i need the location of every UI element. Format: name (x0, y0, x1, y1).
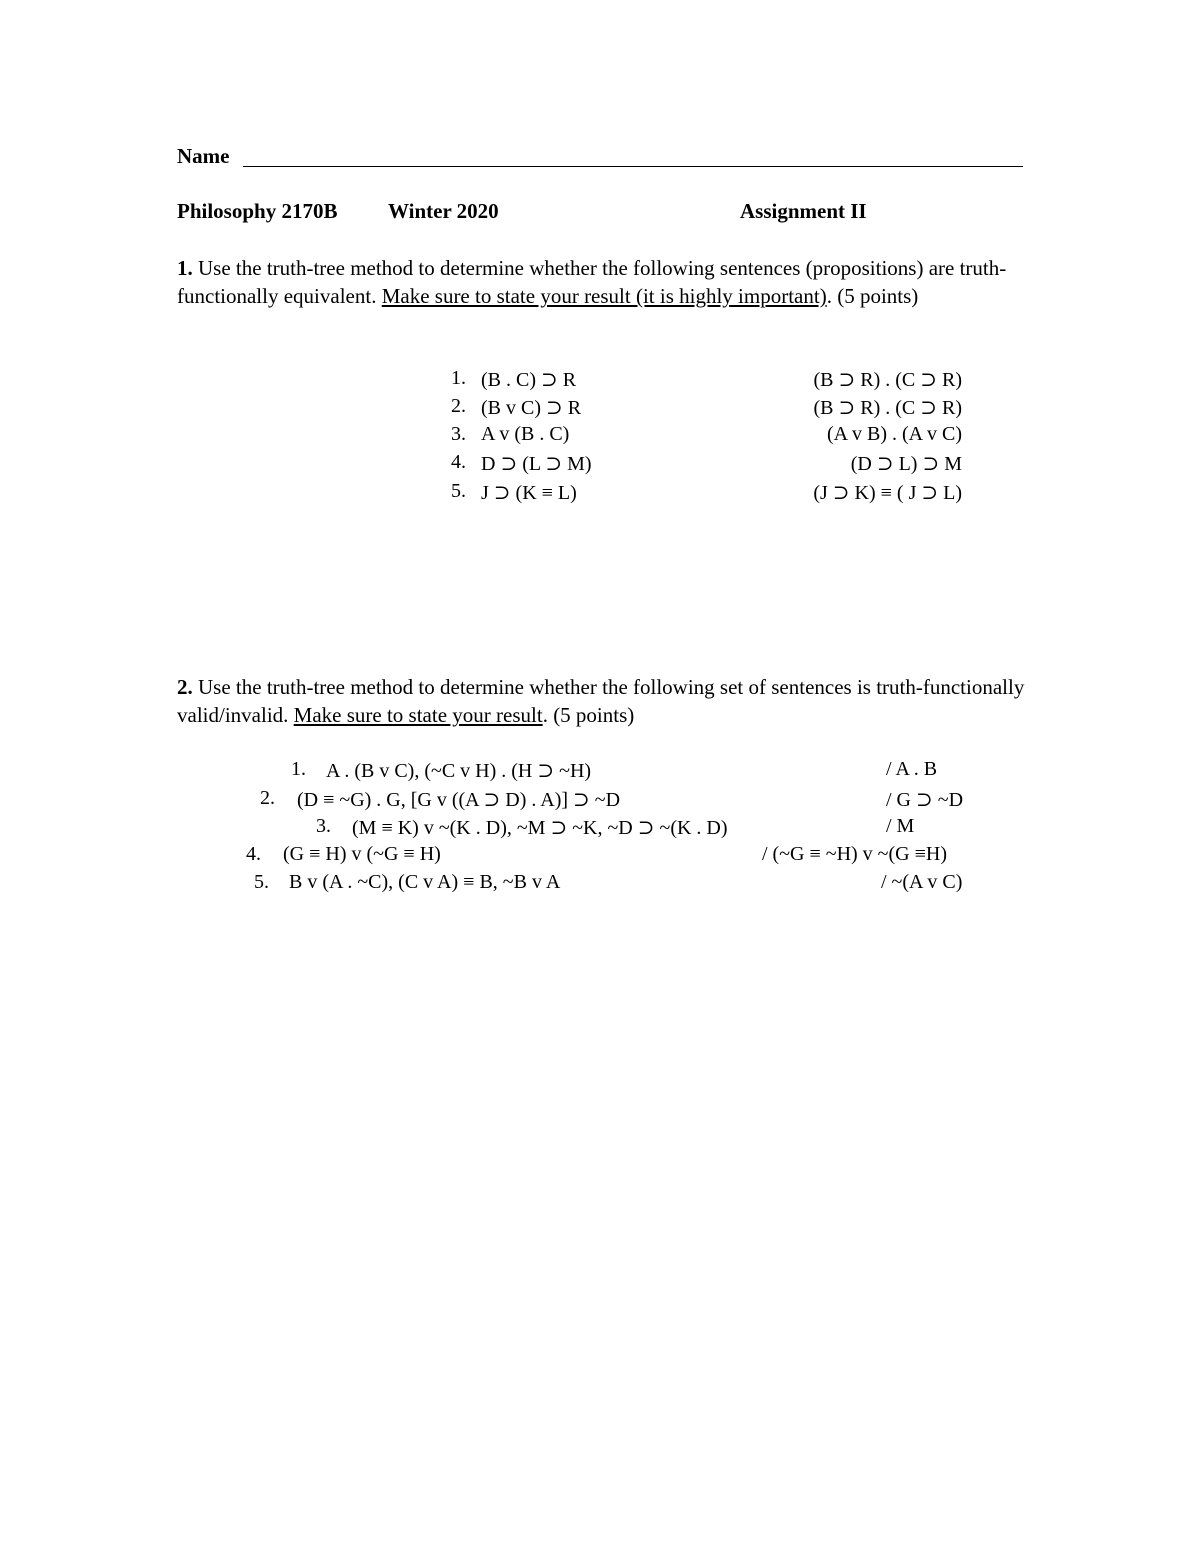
q1-item-right: (A v B) . (A v C) (827, 423, 962, 445)
q2-item-right: / G ⊃ ~D (886, 789, 964, 811)
question-1-text: Use the truth-tree method to determine whether the following sentences (propositions) are truth-functionally equivalent. (177, 256, 1007, 308)
question-2-instructions (177, 673, 1027, 729)
q2-item-number: 1. (291, 758, 306, 780)
q1-item-left: J ⊃ (K ≡ L) (481, 482, 577, 504)
q1-item-right: (J ⊃ K) ≡ ( J ⊃ L) (813, 482, 962, 504)
question-2-points: . (5 points) (542, 703, 635, 727)
q1-item-number: 2. (451, 395, 466, 417)
question-1-points: . (5 points) (826, 284, 919, 308)
q1-item-number: 3. (451, 423, 466, 445)
q2-item-number: 2. (260, 787, 275, 809)
q1-item-number: 5. (451, 480, 466, 502)
name-field-row (177, 144, 1023, 170)
term-title: Winter 2020 (388, 199, 499, 223)
q2-item-number: 3. (316, 815, 331, 837)
q1-item-left: A v (B . C) (481, 423, 570, 445)
name-blank-line (243, 166, 1023, 167)
question-2-number: 2. (177, 675, 193, 699)
q1-item-right: (B ⊃ R) . (C ⊃ R) (813, 397, 962, 419)
q1-item-number: 4. (451, 451, 466, 473)
q1-item-left: (B . C) ⊃ R (481, 369, 577, 391)
q2-item-right: / M (886, 815, 915, 837)
q2-item-left: A . (B v C), (~C v H) . (H ⊃ ~H) (326, 760, 592, 782)
q2-item-number: 5. (254, 871, 269, 893)
course-title: Philosophy 2170B (177, 199, 338, 223)
question-1-emphasis: Make sure to state your result (it is highly important) (381, 284, 827, 308)
q2-item-left: (D ≡ ~G) . G, [G v ((A ⊃ D) . A)] ⊃ ~D (297, 789, 621, 811)
q1-item-right: (D ⊃ L) ⊃ M (850, 453, 962, 475)
q2-item-right: / (~G ≡ ~H) v ~(G ≡H) (762, 843, 947, 865)
name-label: Name (177, 144, 230, 168)
q2-item-left: (G ≡ H) v (~G ≡ H) (283, 843, 441, 865)
q2-item-right: / A . B (886, 758, 938, 780)
q1-item-number: 1. (451, 367, 466, 389)
q1-item-left: (B v C) ⊃ R (481, 397, 582, 419)
assignment-title: Assignment II (740, 199, 867, 223)
q1-item-right: (B ⊃ R) . (C ⊃ R) (813, 369, 962, 391)
question-1-instructions (177, 254, 1027, 310)
q2-item-right: / ~(A v C) (881, 871, 963, 893)
q1-item-left: D ⊃ (L ⊃ M) (481, 453, 592, 475)
question-2-emphasis: Make sure to state your result (293, 703, 543, 727)
q2-item-left: (M ≡ K) v ~(K . D), ~M ⊃ ~K, ~D ⊃ ~(K . D) (352, 817, 728, 839)
question-2-text: Use the truth-tree method to determine whether the following set of sentences is truth-functionally valid/invalid. (177, 675, 1025, 727)
q2-item-left: B v (A . ~C), (C v A) ≡ B, ~B v A (289, 871, 561, 893)
question-1-number: 1. (177, 256, 193, 280)
q2-item-number: 4. (246, 843, 261, 865)
